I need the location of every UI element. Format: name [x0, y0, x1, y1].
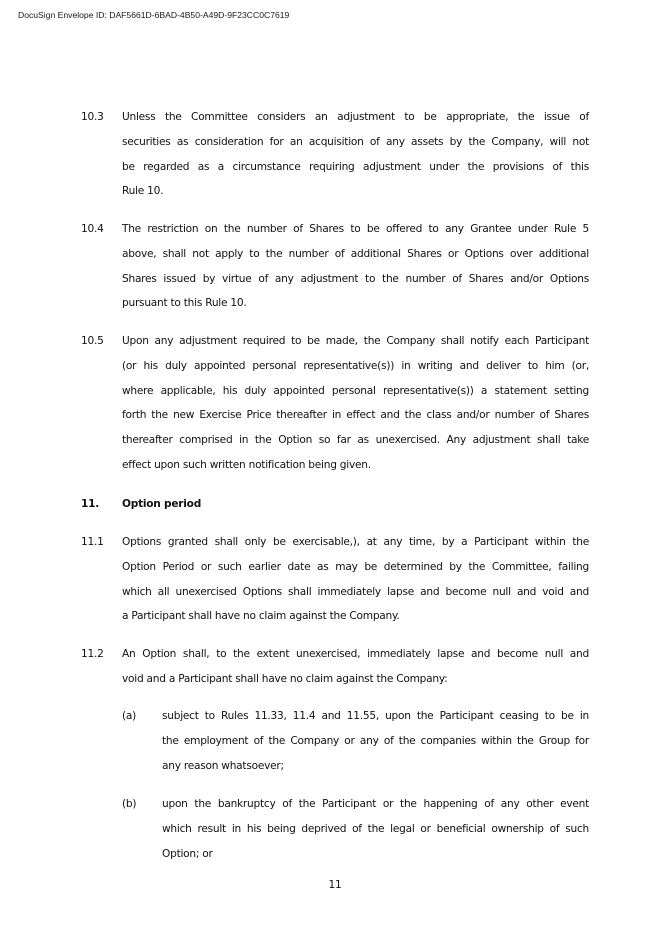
clause-text: [122, 642, 589, 692]
text-line: Rule 10.: [122, 185, 164, 198]
text-line: the employment of the Company or any of the companies within the Group for: [162, 734, 589, 747]
text-line: upon the bankruptcy of the Participant or the happening of any other event: [162, 798, 589, 810]
text-line: a Participant shall have no claim against the Company.: [122, 610, 400, 623]
clause-text: [122, 530, 589, 629]
text-line: Upon any adjustment required to be made, the Company shall notify each Participant: [122, 335, 589, 347]
text-line: An Option shall, to the extent unexercised, immediately lapse and become null and: [122, 648, 589, 660]
clause-number: 10.3: [81, 111, 104, 123]
text-line: thereafter comprised in the Option so far as unexercised. Any adjustment shall take: [122, 434, 589, 447]
clause-text: [122, 329, 589, 478]
clause-number: 11.2: [81, 648, 104, 660]
text-line: subject to Rules 11.33, 11.4 and 11.55, upon the Participant ceasing to be in: [162, 710, 589, 722]
text-line: above, shall not apply to the number of additional Shares or Options over additional: [122, 247, 589, 260]
text-line: which all unexercised Options shall immediately lapse and become null and void and: [122, 585, 589, 598]
sub-item-label: (b): [122, 798, 137, 810]
text-line: Option Period or such earlier date as may be determined by the Committee, failing: [122, 560, 589, 573]
page-number: 11: [328, 879, 342, 891]
section-title: [122, 492, 589, 517]
sub-item-text: [162, 704, 589, 778]
text-line: be regarded as a circumstance requiring adjustment under the provisions of this: [122, 160, 589, 173]
text-line: (or his duly appointed personal representative(s)) in writing and deliver to him (or,: [122, 359, 589, 372]
text-line: Shares issued by virtue of any adjustment to the number of Shares and/or Options: [122, 272, 589, 285]
text-line: forth the new Exercise Price thereafter in effect and the class and/or number of Shares: [122, 409, 589, 422]
text-line: pursuant to this Rule 10.: [122, 297, 247, 310]
text-line: any reason whatsoever;: [162, 759, 284, 772]
text-line: Option; or: [162, 847, 213, 860]
clause-text: [122, 217, 589, 316]
clause-text: [122, 105, 589, 204]
text-line: Options granted shall only be exercisable,), at any time, by a Participant within the: [122, 536, 589, 548]
clause-number: 10.5: [81, 335, 104, 347]
text-line: effect upon such written notification being given.: [122, 458, 371, 471]
sub-item-text: [162, 792, 589, 866]
text-line: securities as consideration for an acquisition of any assets by the Company, will not: [122, 135, 589, 148]
text-line: void and a Participant shall have no claim against the Company:: [122, 672, 448, 685]
section-number: 11.: [81, 498, 100, 510]
text-line: where applicable, his duly appointed personal representative(s)) a statement setting: [122, 384, 589, 397]
sub-item-label: (a): [122, 710, 137, 722]
clause-number: 11.1: [81, 536, 104, 548]
text-line: The restriction on the number of Shares to be offered to any Grantee under Rule 5: [122, 223, 589, 235]
clause-number: 10.4: [81, 223, 104, 235]
heading-text: Option period: [122, 498, 202, 510]
docusign-envelope-id: DocuSign Envelope ID: DAF5661D-6BAD-4B50-A49D-9F23CC0C7619: [18, 10, 290, 20]
text-line: which result in his being deprived of the legal or beneficial ownership of such: [162, 822, 589, 835]
text-line: Unless the Committee considers an adjustment to be appropriate, the issue of: [122, 111, 589, 123]
